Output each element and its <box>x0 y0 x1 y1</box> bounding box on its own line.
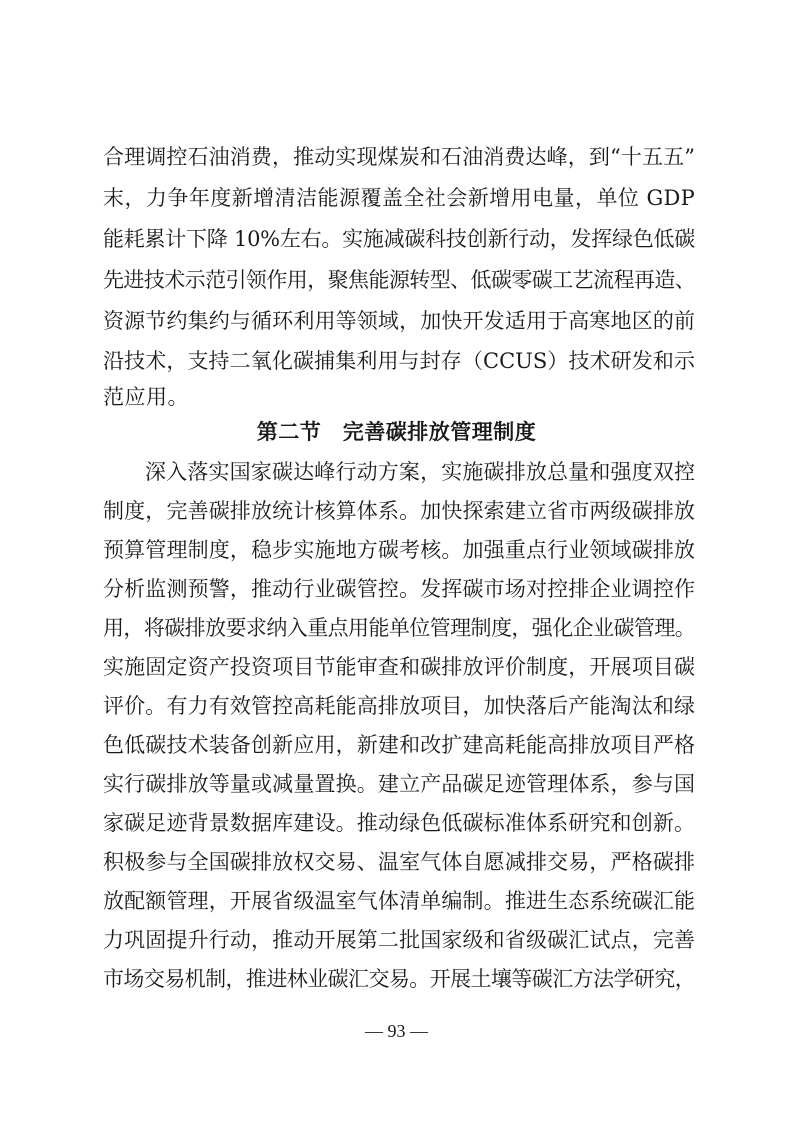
section-heading: 第二节 完善碳排放管理制度 <box>256 420 537 444</box>
body-text-line: 力巩固提升行动，推动开展第二批国家级和省级碳汇试点，完善 <box>103 928 695 952</box>
body-text-line: 家碳足迹背景数据库建设。推动绿色低碳标准体系研究和创新。 <box>103 811 695 835</box>
body-text-line: 实行碳排放等量或减量置换。建立产品碳足迹管理体系，参与国 <box>103 772 695 796</box>
body-text-line: 预算管理制度，稳步实施地方碳考核。加强重点行业领域碳排放 <box>103 538 695 562</box>
body-text-line: 制度，完善碳排放统计核算体系。加快探索建立省市两级碳排放 <box>103 499 695 523</box>
body-text-line: 资源节约集约与循环利用等领域，加快开发适用于高寒地区的前 <box>103 309 695 333</box>
body-text-line: 先进技术示范引领作用，聚焦能源转型、低碳零碳工艺流程再造、 <box>103 268 695 292</box>
body-text-line: 范应用。 <box>103 385 189 409</box>
page-number: — 93 — <box>365 1021 428 1041</box>
body-text-line: 合理调控石油消费，推动实现煤炭和石油消费达峰，到“十五五” <box>103 145 695 169</box>
body-text-line: 评价。有力有效管控高耗能高排放项目，加快落后产能淘汰和绿 <box>103 694 695 718</box>
body-text-line: 实施固定资产投资项目节能审查和碳排放评价制度，开展项目碳 <box>103 655 695 679</box>
body-text-line: 市场交易机制，推进林业碳汇交易。开展土壤等碳汇方法学研究， <box>103 967 695 991</box>
body-text-line: 分析监测预警，推动行业碳管控。发挥碳市场对控排企业调控作 <box>103 577 695 601</box>
body-text-line: 末，力争年度新增清洁能源覆盖全社会新增用电量，单位 GDP <box>103 186 695 210</box>
body-text-line: 色低碳技术装备创新应用，新建和改扩建高耗能高排放项目严格 <box>103 733 695 757</box>
body-text-line: 沿技术，支持二氧化碳捕集利用与封存（CCUS）技术研发和示 <box>103 349 695 373</box>
body-text-line: 深入落实国家碳达峰行动方案，实施碳排放总量和强度双控 <box>145 460 695 484</box>
body-text-line: 积极参与全国碳排放权交易、温室气体自愿减排交易，严格碳排 <box>103 850 695 874</box>
body-text-line: 用，将碳排放要求纳入重点用能单位管理制度，强化企业碳管理。 <box>103 616 695 640</box>
body-text-line: 放配额管理，开展省级温室气体清单编制。推进生态系统碳汇能 <box>103 889 695 913</box>
body-text-line: 能耗累计下降 10%左右。实施减碳科技创新行动，发挥绿色低碳 <box>103 227 695 251</box>
